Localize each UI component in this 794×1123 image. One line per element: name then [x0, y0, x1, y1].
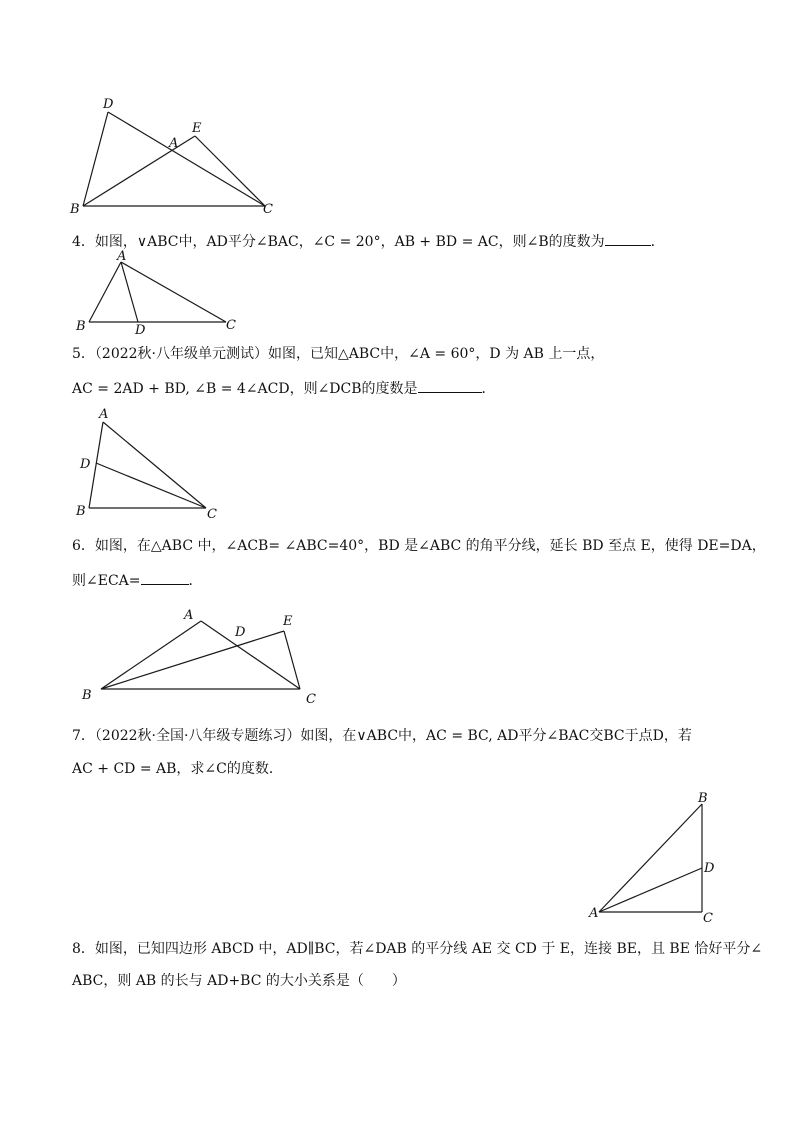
segment-ad	[121, 262, 138, 322]
segment-be	[101, 631, 284, 689]
label-e: E	[192, 121, 202, 136]
question-5-tail: ．	[481, 381, 496, 397]
label-d: D	[80, 457, 91, 472]
segment-ac	[201, 621, 300, 689]
question-6-text: 则∠ECA=	[72, 573, 141, 589]
label-b: B	[82, 688, 92, 703]
question-8-line-1: 8．如图，已知四边形 ABCD 中，AD∥BC，若∠DAB 的平分线 AE 交 CD 于 E，连接 BE，且 BE 恰好平分∠	[72, 941, 763, 957]
label-b: B	[698, 791, 708, 806]
question-7-line-1: 7．（2022秋·全国·八年级专题练习）如图，在∨ABC中，AC = BC, AD平分∠BAC交BC于点D，若	[72, 728, 692, 744]
question-6-tail: ．	[188, 573, 203, 589]
figure-q7-triangle	[585, 788, 725, 926]
figure-q6-triangle	[70, 600, 340, 710]
label-b: B	[76, 319, 86, 334]
label-e: E	[283, 614, 293, 629]
label-c: C	[207, 507, 217, 522]
segment-ad	[599, 868, 702, 912]
figure-triangle-dbeac	[60, 90, 300, 225]
label-b: B	[76, 504, 86, 519]
label-a: A	[99, 407, 109, 422]
figure-q4-triangle	[70, 250, 245, 340]
segment-dc	[108, 112, 265, 206]
segment-dc	[96, 463, 206, 508]
segment-ab	[89, 262, 121, 322]
segment-ba	[101, 621, 201, 689]
question-5-text: AC = 2AD + BD, ∠B = 4∠ACD，则∠DCB的度数是	[72, 381, 418, 397]
segment-db	[83, 112, 108, 206]
segment-ac	[121, 262, 226, 322]
question-4-text: 4．如图，∨ABC中，AD平分∠BAC，∠C = 20°，AB + BD = AC，则∠B的度数为	[72, 234, 605, 250]
question-6-line-1: 6．如图，在△ABC 中，∠ACB= ∠ABC=40°，BD 是∠ABC 的角平分线，延长 BD 至点 E，使得 DE=DA，	[72, 538, 766, 554]
question-8-line-2: ABC，则 AB 的长与 AD+BC 的大小关系是（ ）	[72, 973, 406, 989]
label-d: D	[235, 625, 246, 640]
question-6-line-2	[72, 570, 203, 590]
question-4-tail: ．	[650, 234, 665, 250]
label-d: D	[704, 861, 715, 876]
question-4	[72, 231, 665, 251]
question-7-line-2: AC + CD = AB，求∠C的度数．	[72, 761, 283, 777]
label-c: C	[263, 202, 273, 217]
label-c: C	[306, 692, 316, 707]
label-b: B	[70, 202, 80, 217]
figure-q5-triangle	[70, 402, 230, 524]
label-c: C	[703, 911, 713, 926]
question-5-line-1: 5．（2022秋·八年级单元测试）如图，已知△ABC中，∠A = 60°，D 为 AB 上一点，	[72, 346, 605, 362]
segment-ac	[103, 422, 206, 508]
label-d: D	[135, 323, 146, 338]
label-d: D	[103, 97, 114, 112]
label-a: A	[117, 249, 127, 264]
label-c: C	[226, 318, 236, 333]
label-a: A	[169, 136, 179, 151]
question-5-line-2	[72, 378, 496, 398]
answer-blank[interactable]	[141, 570, 189, 585]
label-a: A	[589, 906, 599, 921]
answer-blank[interactable]	[605, 231, 651, 246]
answer-blank[interactable]	[418, 378, 482, 393]
segment-ab	[599, 804, 702, 912]
label-a: A	[184, 608, 194, 623]
